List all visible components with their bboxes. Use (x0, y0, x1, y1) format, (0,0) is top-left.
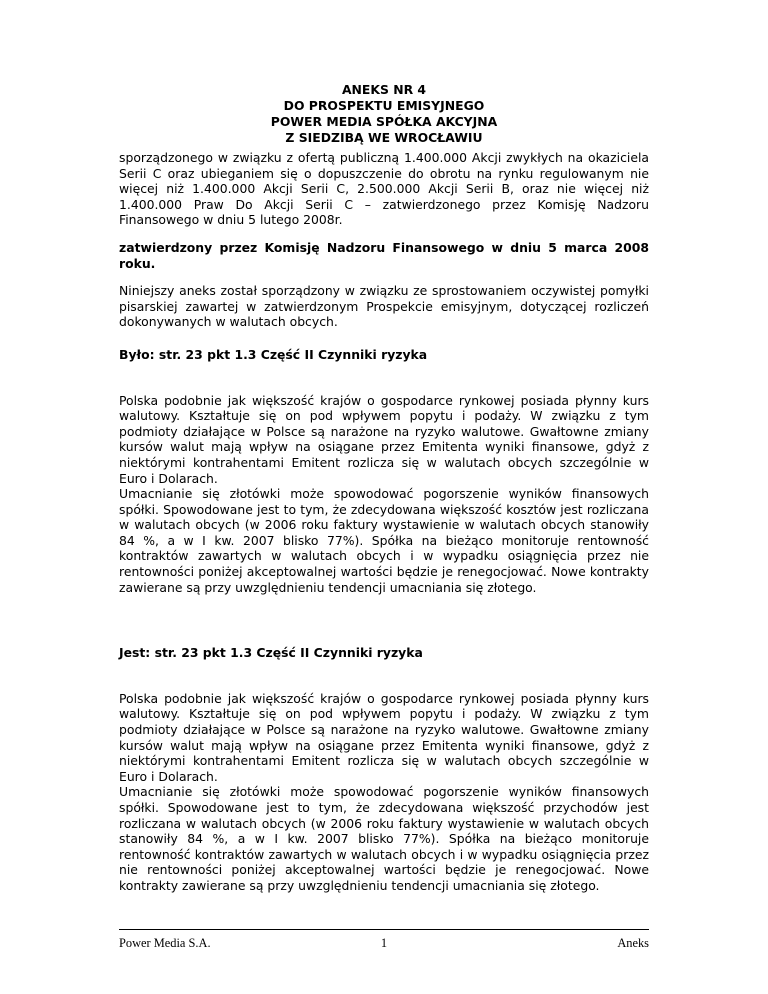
section-before-heading: Było: str. 23 pkt 1.3 Część II Czynniki ryzyka (119, 346, 428, 362)
footer-page-number: 1 (380, 936, 388, 950)
approval-statement: zatwierdzony przez Komisję Nadzoru Finansowego w dniu 5 marca 2008 roku. (119, 239, 649, 271)
document-title (0, 82, 768, 146)
section-before-paragraph-2: Umacnianie się złotówki może spowodować pogorszenie wyników finansowych spółki. Spowodowane jest to tym, że zdecydowana większość kosztów jest rozliczana w walutach obcych (w 2006 roku faktury wystawienie w walutach obcych stanowiły 84 %, a w I kw. 2007 blisko 77%). Spółka na bieżąco monitoruje rentowność kontraktów zawartych w walutach obcych i w wypadku osiągnięcia przez nie rentowności poniżej akceptowalnej wartości będzie je renegocjować. Nowe kontrakty zawierane są przy uwzględnieniu tendencji umacniania się złotego. (119, 486, 649, 595)
footer-divider (119, 929, 649, 930)
section-after-heading: Jest: str. 23 pkt 1.3 Część II Czynniki ryzyka (119, 645, 423, 661)
title-line-1: ANEKS NR 4 (341, 82, 427, 97)
aneks-purpose-paragraph: Niniejszy aneks został sporządzony w związku ze sprostowaniem oczywistej pomyłki pisarskiej zawartej w zatwierdzonym Prospekcie emisyjnym, dotyczącej rozliczeń dokonywanych w walutach obcych. (119, 283, 649, 330)
section-after-body (119, 691, 649, 894)
section-before-paragraph-1: Polska podobnie jak większość krajów o gospodarce rynkowej posiada płynny kurs walutowy. Kształtuje się on pod wpływem popytu i podaży. W związku z tym podmioty działające w Polsce są narażone na ryzyko walutowe. Gwałtowne zmiany kursów walut mają wpływ na osiągane przez Emitenta wyniki finansowe, gdyż z niektórymi kontrahentami Emitent rozlicza się w walutach obcych szczególnie w Euro i Dolarach. (119, 392, 649, 486)
section-before-body (119, 393, 649, 596)
document-body (119, 150, 649, 894)
title-line-2: DO PROSPEKTU EMISYJNEGO (283, 98, 485, 113)
title-line-3: POWER MEDIA SPÓŁKA AKCYJNA (270, 114, 498, 129)
section-after-paragraph-2: Umacnianie się złotówki może spowodować pogorszenie wyników finansowych spółki. Spowodowane jest to tym, że zdecydowana większość przychodów jest rozliczana w walutach obcych (w 2006 roku faktury wystawienie w walutach obcych stanowiły 84 %, a w I kw. 2007 blisko 77%). Spółka na bieżąco monitoruje rentowność kontraktów zawartych w walutach obcych i w wypadku osiągnięcia przez nie rentowności poniżej akceptowalnej wartości będzie je renegocjować. Nowe kontrakty zawierane są przy uwzględnieniu tendencji umacniania się złotego. (119, 784, 649, 893)
footer-company: Power Media S.A. (119, 936, 211, 950)
intro-paragraph: sporządzonego w związku z ofertą publiczną 1.400.000 Akcji zwykłych na okaziciela Serii C oraz ubieganiem się o dopuszczenie do obrotu na rynku regulowanym nie więcej niż 1.400.000 Akcji Serii C, 2.500.000 Akcji Serii B, oraz nie więcej niż 1.400.000 Praw Do Akcji Serii C – zatwierdzonego przez Komisję Nadzoru Finansowego w dniu 5 lutego 2008r. (119, 150, 649, 228)
footer-document-type: Aneks (617, 936, 649, 950)
section-after-paragraph-1: Polska podobnie jak większość krajów o gospodarce rynkowej posiada płynny kurs walutowy. Kształtuje się on pod wpływem popytu i podaży. W związku z tym podmioty działające w Polsce są narażone na ryzyko walutowe. Gwałtowne zmiany kursów walut mają wpływ na osiągane przez Emitenta wyniki finansowe, gdyż z niektórymi kontrahentami Emitent rozlicza się w walutach obcych szczególnie w Euro i Dolarach. (119, 690, 649, 784)
title-line-4: Z SIEDZIBĄ WE WROCŁAWIU (285, 130, 483, 145)
